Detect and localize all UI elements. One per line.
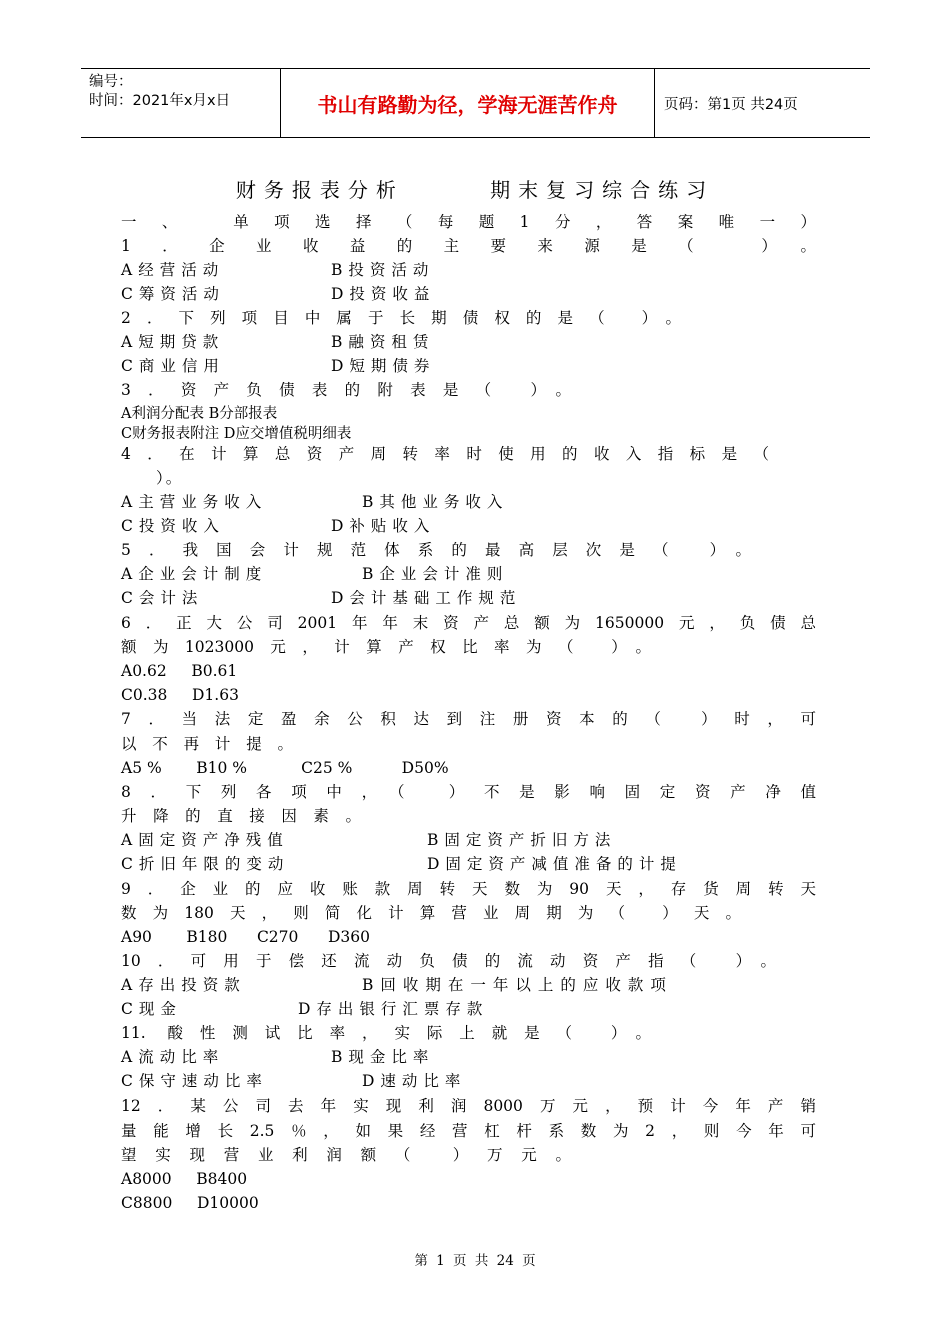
question-1: 1．企业收益的主要来源是（ ）。 — [121, 237, 816, 255]
option-11d: D速动比率 — [362, 1072, 467, 1090]
question-8-line2: 升降的直接因素。 — [121, 807, 361, 825]
time-label: 时间：2021年x月x日 — [89, 93, 231, 109]
header-motto: 书山有路勤为径，学海无涯苦作舟 — [281, 69, 655, 137]
option-11a: A流动比率 — [121, 1048, 225, 1066]
question-4-line2: ）。 — [156, 469, 184, 487]
option-5d: D会计基础工作规范 — [331, 589, 522, 607]
option-2b: B融资租赁 — [331, 333, 435, 351]
option-8a: A固定资产净残值 — [121, 831, 289, 849]
question-6-line1: 6．正大公司2001年年末资产总额为1650000元，负债总 — [121, 614, 816, 632]
option-10a: A存出投资款 — [121, 976, 246, 994]
question-6-line2: 额为1023000元，计算产权比率为（ ）。 — [121, 638, 651, 656]
question-10: 10．可用于偿还流动负债的流动资产指（ ）。 — [121, 952, 776, 970]
option-11b: B现金比率 — [331, 1048, 435, 1066]
question-7-line2: 以不再计提。 — [121, 735, 293, 753]
question-5: 5．我国会计规范体系的最高层次是（ ）。 — [121, 541, 751, 559]
options-3ab: A利润分配表 B分部报表 — [121, 406, 278, 422]
question-9-line1: 9．企业的应收账款周转天数为90天，存货周转天 — [121, 880, 816, 898]
options-9: A90 B180 C270 D360 — [121, 928, 370, 946]
option-4a: A主营业务收入 — [121, 493, 268, 511]
question-4-line1: 4．在计算总资产周转率时使用的收入指标是（ — [121, 445, 769, 463]
question-3: 3．资产负债表的附表是（ ）。 — [121, 381, 571, 399]
page-footer: 第 1 页 共 24 页 — [414, 1253, 536, 1269]
header-info-cell — [81, 69, 281, 137]
option-8d: D固定资产减值准备的计提 — [427, 855, 682, 873]
question-8-line1: 8．下列各项中，（ ）不是影响固定资产净值 — [121, 783, 816, 801]
option-1b: B投资活动 — [331, 261, 435, 279]
question-7-line1: 7．当法定盈余公积达到注册资本的（ ）时，可 — [121, 710, 816, 728]
options-12cd: C8800 D10000 — [121, 1194, 259, 1212]
option-11c: C保守速动比率 — [121, 1072, 268, 1090]
option-4b: B其他业务收入 — [362, 493, 509, 511]
options-6cd: C0.38 D1.63 — [121, 686, 239, 704]
options-12ab: A8000 B8400 — [121, 1170, 248, 1188]
option-2a: A短期贷款 — [121, 333, 225, 351]
option-5a: A企业会计制度 — [121, 565, 268, 583]
option-5b: B企业会计准则 — [362, 565, 509, 583]
option-8b: B固定资产折旧方法 — [427, 831, 617, 849]
option-10b: B回收期在一年以上的应收款项 — [362, 976, 673, 994]
option-2c: C商业信用 — [121, 357, 225, 375]
section-heading: 一、 单项选择（每题1分，答案唯一） — [121, 213, 816, 231]
header-page-info: 页码：第1页 共24页 — [664, 96, 798, 113]
option-5c: C会计法 — [121, 589, 204, 607]
question-2: 2．下列项目中属于长期债权的是（ ）。 — [121, 309, 681, 327]
question-12-line1: 12．某公司去年实现利润8000万元，预计今年产销 — [121, 1097, 816, 1115]
document-title: 财务报表分析 期末复习综合练习 — [235, 178, 715, 202]
question-12-line3: 望实现营业利润额（ ）万元。 — [121, 1146, 571, 1164]
page-header — [81, 68, 870, 138]
option-10c: C现金 — [121, 1000, 182, 1018]
option-8c: C折旧年限的变动 — [121, 855, 290, 873]
options-6ab: A0.62 B0.61 — [121, 662, 238, 680]
question-11: 11. 酸性测试比率，实际上就是（ ）。 — [121, 1024, 651, 1042]
option-4c: C投资收入 — [121, 517, 225, 535]
options-3cd: C财务报表附注 D应交增值税明细表 — [121, 426, 352, 442]
option-1d: D投资收益 — [331, 285, 436, 303]
number-label: 编号： — [89, 74, 133, 90]
question-9-line2: 数为180天，则简化计算营业周期为（ ）天。 — [121, 904, 741, 922]
option-2d: D短期债券 — [331, 357, 436, 375]
option-1a: A经营活动 — [121, 261, 225, 279]
options-7: A5 % B10 % C25 % D50% — [121, 759, 449, 777]
option-1c: C筹资活动 — [121, 285, 225, 303]
option-4d: D补贴收入 — [331, 517, 436, 535]
option-10d: D存出银行汇票存款 — [298, 1000, 489, 1018]
question-12-line2: 量能增长2.5％，如果经营杠杆系数为2，则今年可 — [121, 1122, 816, 1140]
